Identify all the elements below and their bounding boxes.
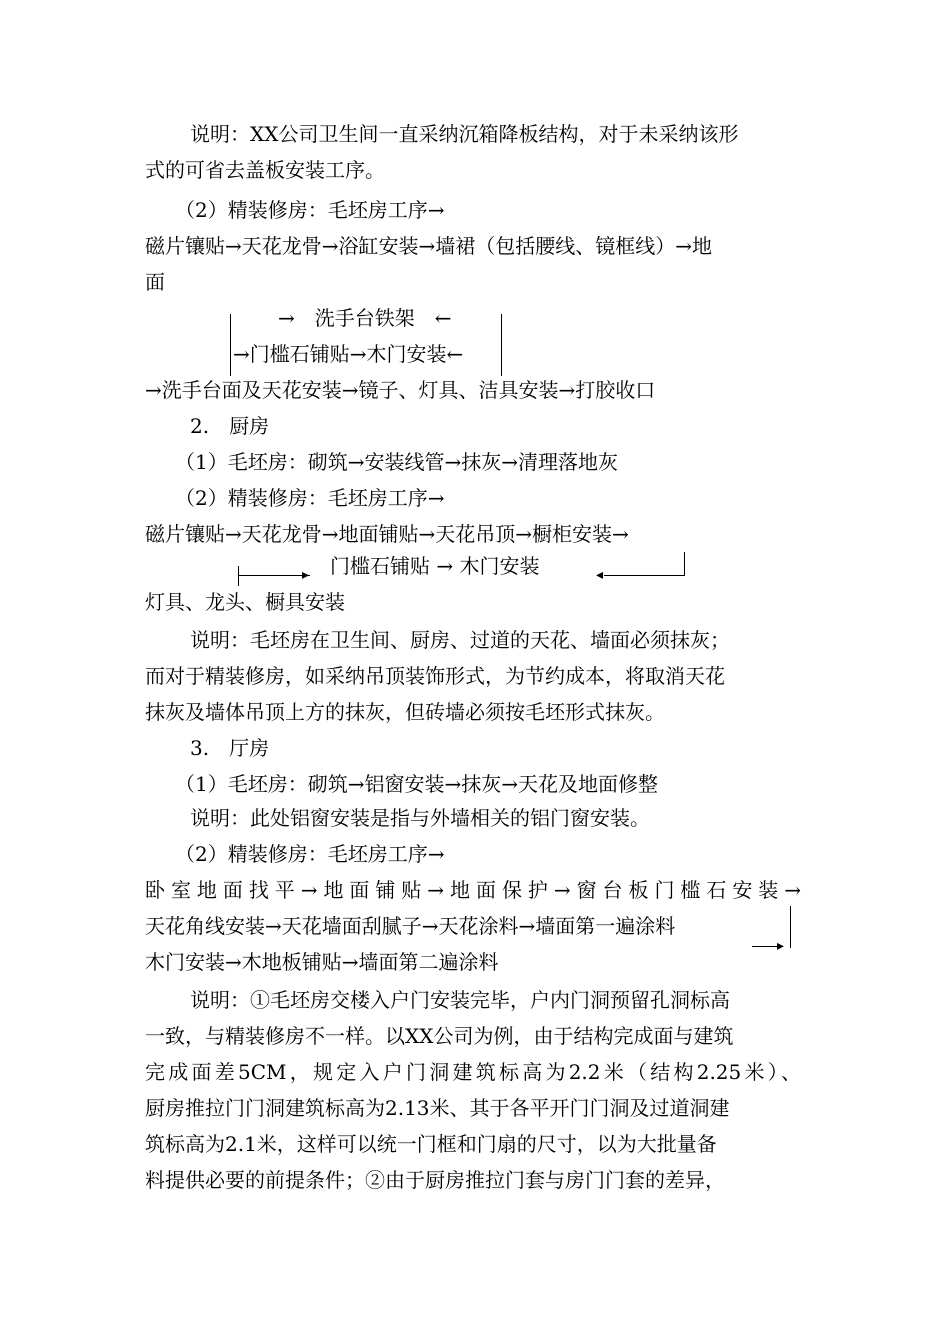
kitchen-note-line-2: 而对于精装修房，如采纳吊顶装饰形式，为节约成本，将取消天花 — [145, 664, 725, 688]
living-note-line-6: 料提供必要的前提条件；②由于厨房推拉门套与房门门套的差异， — [145, 1168, 725, 1192]
kitchen-left-bracket — [238, 566, 239, 586]
kitchen-right-bracket — [684, 552, 685, 576]
bathroom-branch-left-bracket — [230, 314, 231, 376]
living-note-line-3: 完成面差5CM，规定入户门洞建筑标高为2.2米（结构2.25米）、 — [145, 1060, 801, 1084]
bathroom-note-line-2: 式的可省去盖板安装工序。 — [145, 158, 385, 182]
bathroom-branch-right-bracket — [501, 314, 502, 376]
living-fine-heading: （2）精装修房：毛坯房工序→ — [175, 842, 445, 866]
living-flow-line-3: 木门安装→木地板铺贴→墙面第二遍涂料 — [145, 950, 499, 974]
bathroom-fine-heading: （2）精装修房：毛坯房工序→ — [175, 198, 445, 222]
bathroom-flow-line-2: 面 — [145, 270, 165, 294]
bathroom-note-line-1: 说明：XX公司卫生间一直采纳沉箱降板结构，对于未采纳该形 — [190, 122, 739, 146]
bathroom-flow-line-1: 磁片镶贴→天花龙骨→浴缸安装→墙裙（包括腰线、镜框线）→地 — [145, 234, 713, 258]
kitchen-left-arrow-head: ▸ — [302, 567, 310, 583]
kitchen-note-line-3: 抹灰及墙体吊顶上方的抹灰，但砖墙必须按毛坯形式抹灰。 — [145, 700, 665, 724]
living-rough: （1）毛坯房：砌筑→铝窗安装→抹灰→天花及地面修整 — [175, 772, 658, 796]
kitchen-flow-line-2: 灯具、龙头、橱具安装 — [145, 590, 345, 614]
kitchen-right-arrow-line — [604, 575, 684, 576]
kitchen-right-arrow-head: ◂ — [596, 567, 604, 583]
living-note-line-5: 筑标高为2.1米，这样可以统一门框和门扇的尺寸，以为大批量备 — [145, 1132, 717, 1156]
living-note-line-4: 厨房推拉门门洞建筑标高为2.13米、其于各平开门门洞及过道洞建 — [145, 1096, 730, 1120]
bathroom-branch-top: → 洗手台铁架 ← — [278, 306, 452, 330]
living-note-line-2: 一致，与精装修房不一样。以XX公司为例，由于结构完成面与建筑 — [145, 1024, 734, 1048]
living-rough-note: 说明：此处铝窗安装是指与外墙相关的铝门窗安装。 — [190, 806, 650, 830]
kitchen-heading: 2. 厨房 — [190, 414, 270, 438]
living-heading: 3. 厅房 — [190, 736, 270, 760]
living-note-line-1: 说明：①毛坯房交楼入户门安装完毕，户内门洞预留孔洞标高 — [190, 988, 730, 1012]
kitchen-fine-heading: （2）精装修房：毛坯房工序→ — [175, 486, 445, 510]
kitchen-left-arrow-line — [238, 575, 310, 576]
kitchen-rough: （1）毛坯房：砌筑→安装线管→抹灰→清理落地灰 — [175, 450, 618, 474]
bathroom-branch-bottom: →门槛石铺贴→木门安装← — [233, 342, 464, 366]
living-flow-bracket — [790, 906, 791, 948]
kitchen-flow-line-1: 磁片镶贴→天花龙骨→地面铺贴→天花吊顶→橱柜安装→ — [145, 522, 629, 546]
living-flow-arrow-head: ▸ — [777, 938, 785, 954]
living-flow-line-1: 卧室地面找平→地面铺贴→地面保护→窗台板门槛石安装→ — [145, 878, 801, 902]
kitchen-note-line-1: 说明：毛坯房在卫生间、厨房、过道的天花、墙面必须抹灰； — [190, 628, 730, 652]
living-flow-line-2: 天花角线安装→天花墙面刮腻子→天花涂料→墙面第一遍涂料 — [145, 914, 676, 938]
bathroom-flow-line-3: →洗手台面及天花安装→镜子、灯具、洁具安装→打胶收口 — [145, 378, 656, 402]
kitchen-flow-middle: 门槛石铺贴 → 木门安装 — [330, 554, 540, 578]
